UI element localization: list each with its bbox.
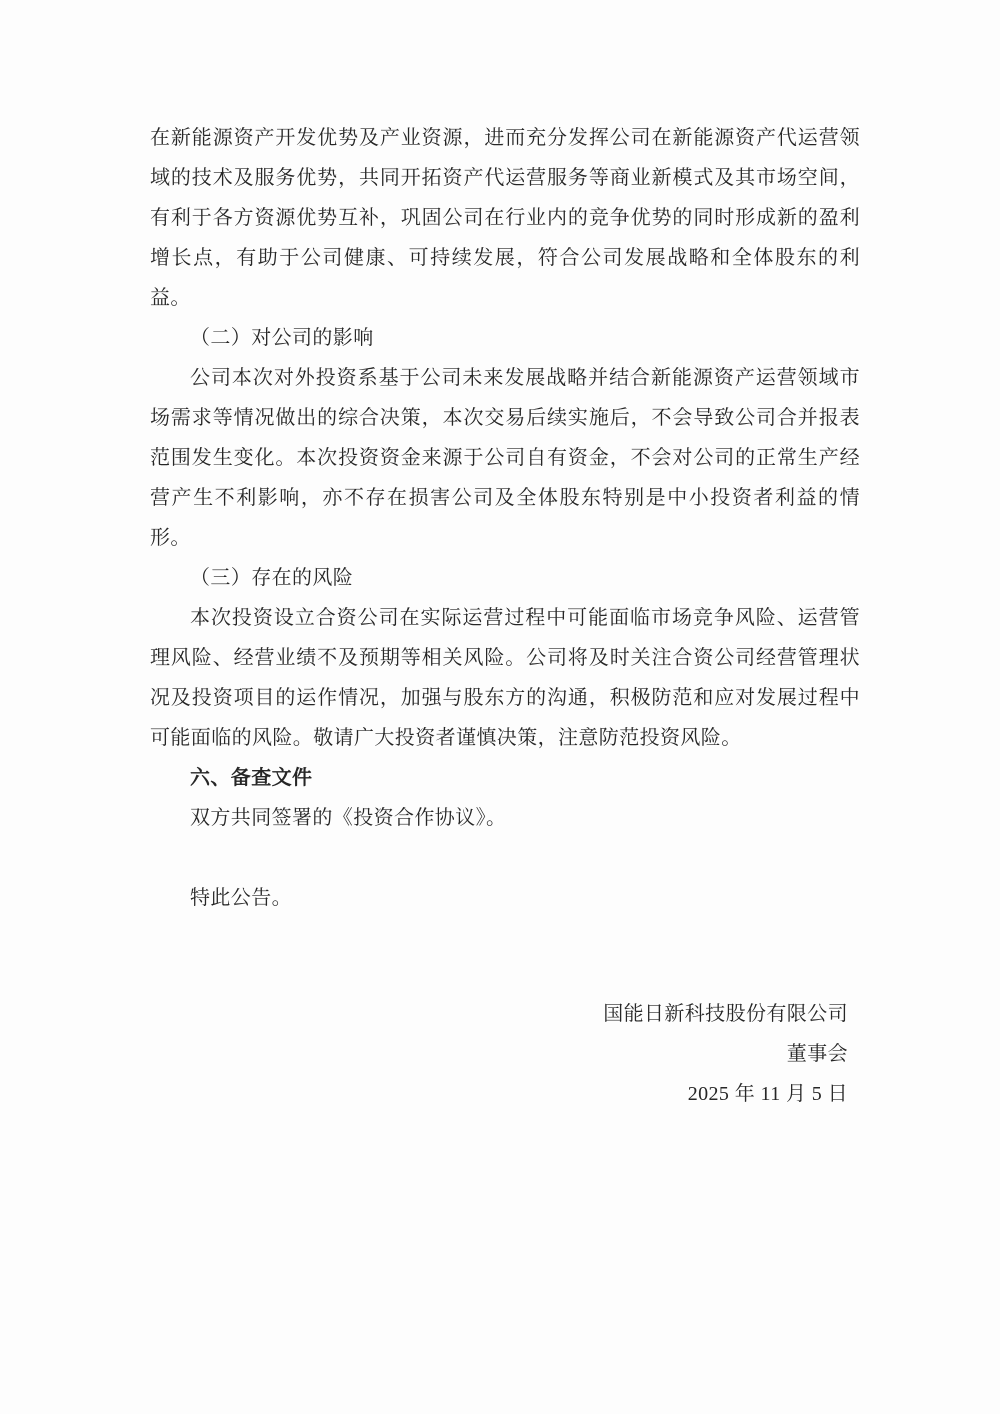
paragraph-reference-documents: 双方共同签署的《投资合作协议》。 — [190, 807, 507, 829]
closing-announcement: 特此公告。 — [190, 887, 292, 909]
subheading-existing-risks: （三）存在的风险 — [190, 567, 354, 589]
signature-company-name: 国能日新科技股份有限公司 — [603, 1003, 848, 1025]
paragraph-existing-risks: 本次投资设立合资公司在实际运营过程中可能面临市场竞争风险、运营管理风险、经营业绩不及预期等相关风险。公司将及时关注合资公司经营管理状况及投资项目的运作情况，加强与股东方的沟通，积极防范和应对发展过程中可能面临的风险。敬请广大投资者谨慎决策，注意防范投资风险。 — [150, 607, 860, 749]
heading-reference-documents: 六、备查文件 — [190, 767, 313, 789]
paragraph-company-impact: 公司本次对外投资系基于公司未来发展战略并结合新能源资产运营领域市场需求等情况做出的综合决策，本次交易后续实施后，不会导致公司合并报表范围发生变化。本次投资资金来源于公司自有资金，不会对公司的正常生产经营产生不利影响，亦不存在损害公司及全体股东特别是中小投资者利益的情形。 — [150, 367, 860, 549]
document-body — [150, 118, 860, 1114]
signature-board: 董事会 — [786, 1043, 848, 1065]
paragraph-continuation: 在新能源资产开发优势及产业资源，进而充分发挥公司在新能源资产代运营领域的技术及服务优势，共同开拓资产代运营服务等商业新模式及其市场空间，有利于各方资源优势互补，巩固公司在行业内的竞争优势的同时形成新的盈利增长点，有助于公司健康、可持续发展，符合公司发展战略和全体股东的利益。 — [150, 127, 860, 309]
signature-block — [150, 994, 860, 1114]
subheading-company-impact: （二）对公司的影响 — [190, 327, 374, 349]
signature-date: 2025 年 11 月 5 日 — [687, 1083, 848, 1105]
